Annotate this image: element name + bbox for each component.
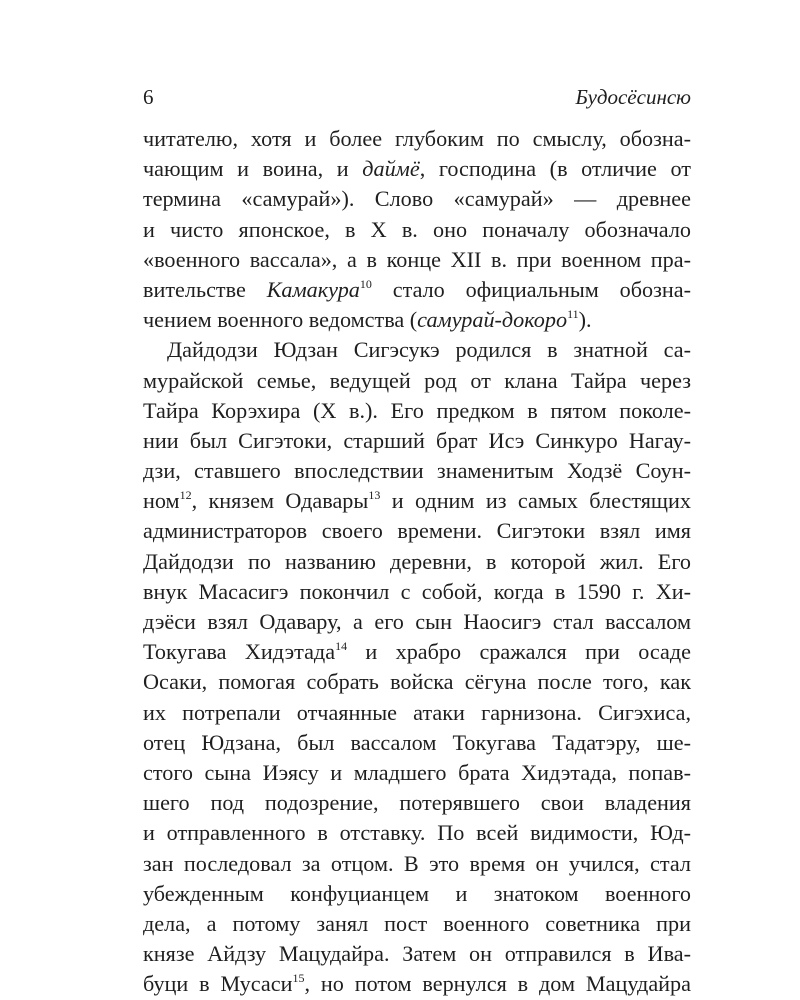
text-run: стало официальным обозна- [371, 276, 691, 302]
text-line [143, 879, 691, 909]
text-line [143, 758, 691, 788]
text-line [143, 426, 691, 456]
text-run: зан последовал за отцом. В это время он учился, стал [143, 850, 691, 876]
text-line [143, 305, 691, 335]
running-title: Будосёсинсю [575, 85, 691, 109]
text-run: князе Айдзу Мацудайра. Затем он отправился в Ива- [143, 941, 691, 967]
text-line [143, 818, 691, 848]
text-run: Токугава Хидэтада [143, 639, 336, 665]
text-line [143, 486, 691, 516]
text-run: термина «самурай»). Слово «самурай» — древнее [143, 186, 691, 212]
text-run: убежденным конфуцианцем и знатоком военного [143, 880, 691, 906]
text-run: Осаки, помогая собрать войска сёгуна после того, как [143, 669, 691, 695]
text-line [143, 335, 691, 365]
italic-term: самурай-докоро [417, 307, 568, 333]
text-run: и чисто японское, в X в. оно поначалу обозначало [143, 216, 691, 242]
text-line [143, 607, 691, 637]
text-run: дэёси взял Одавару, а его сын Наосигэ стал вассалом [143, 609, 691, 634]
text-run: и храбро сражался при осаде [347, 639, 691, 665]
text-line [143, 909, 691, 939]
text-run: их потрепали отчаянные атаки гарнизона. Сигэхиса, [143, 699, 691, 725]
text-line [143, 456, 691, 486]
text-line [143, 184, 691, 214]
text-run: и отправленного в отставку. По всей видимости, Юд- [143, 820, 691, 846]
italic-term: даймё [362, 156, 420, 182]
text-run: Дайдодзи по названию деревни, в которой жил. Его [143, 548, 691, 574]
text-line [143, 728, 691, 758]
text-line [143, 667, 691, 697]
footnote-ref: 10 [359, 276, 372, 291]
footnote-ref: 13 [368, 488, 381, 503]
text-line [143, 396, 691, 426]
text-run: , князем Одавары [191, 488, 369, 514]
text-run: внук Масасигэ покончил с собой, когда в 1590 г. Хи- [143, 578, 691, 604]
italic-term: Камакура [266, 276, 360, 302]
text-line [143, 516, 691, 546]
text-line [143, 788, 691, 818]
text-run: «военного вассала», а в конце XII в. при военном пра- [143, 246, 691, 272]
footnote-ref: 15 [292, 971, 305, 986]
page-number: 6 [143, 85, 154, 109]
text-run: стого сына Иэясу и младшего брата Хидэтада, попав- [143, 759, 691, 785]
text-line [143, 154, 691, 184]
text-run: чающим и воина, и [143, 156, 363, 182]
text-run: буци в Мусаси [143, 971, 293, 997]
text-line [143, 547, 691, 577]
text-run: дзи, ставшего впоследствии знаменитым Ходзё Соун- [143, 458, 691, 484]
text-run: дела, а потому занял пост военного советника при [143, 910, 691, 936]
text-line [143, 215, 691, 245]
text-line [143, 366, 691, 396]
footnote-ref: 14 [335, 639, 348, 654]
text-run: Дайдодзи Юдзан Сигэсукэ родился в знатной са- [167, 337, 691, 363]
text-run: читателю, хотя и более глубоким по смыслу, обозна- [143, 126, 691, 151]
text-line [143, 849, 691, 879]
text-line [143, 637, 691, 667]
text-run: администраторов своего времени. Сигэтоки взял имя [143, 518, 691, 544]
text-line [143, 245, 691, 275]
footnote-ref: 11 [567, 307, 579, 322]
text-run: шего под подозрение, потерявшего свои владения [143, 790, 691, 816]
text-line [143, 969, 691, 999]
text-run: отец Юдзана, был вассалом Токугава Тадатэру, ше- [143, 729, 691, 755]
text-run: ном [143, 488, 180, 514]
text-run: чением военного ведомства ( [143, 307, 418, 333]
text-run: мурайской семье, ведущей род от клана Тайра через [143, 367, 691, 393]
text-run: ). [578, 307, 592, 333]
text-run: , господина (в отличие от [419, 156, 691, 182]
text-run: , но потом вернулся в дом Мацудайра [304, 971, 691, 997]
footnote-ref: 12 [179, 488, 192, 503]
body-text [143, 124, 691, 999]
text-run: Тайра Корэхира (X в.). Его предком в пятом поколе- [143, 397, 691, 423]
text-line [143, 275, 691, 305]
text-run: нии был Сигэтоки, старший брат Исэ Синкуро Нагау- [143, 427, 691, 453]
text-line [143, 577, 691, 607]
text-run: и одним из самых блестящих [380, 488, 691, 514]
text-line [143, 698, 691, 728]
text-line [143, 939, 691, 969]
text-run: вительстве [143, 276, 267, 302]
text-line [143, 124, 691, 154]
